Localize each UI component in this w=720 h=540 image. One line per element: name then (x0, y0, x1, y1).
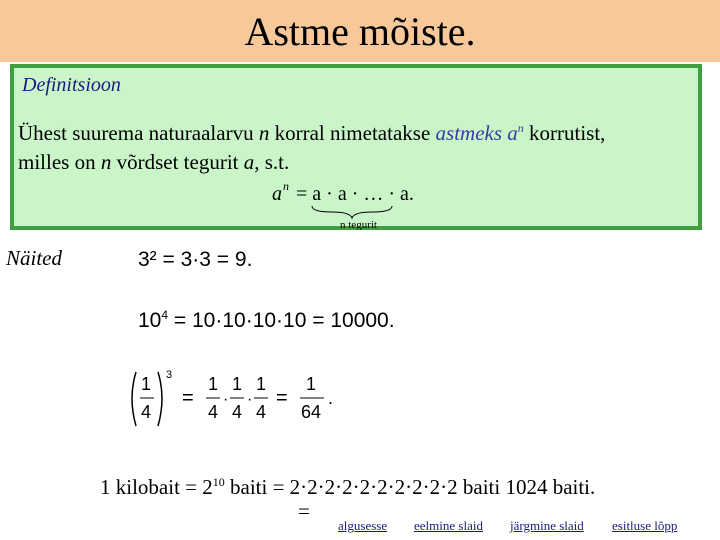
svg-text:4: 4 (232, 402, 243, 422)
def-line2-1: milles on (18, 150, 101, 174)
formula-sup: n (283, 180, 289, 193)
svg-text:4: 4 (208, 402, 219, 422)
kb-part1: 1 kilobait = 2 (100, 475, 213, 499)
ex2-base: 10 (138, 309, 162, 332)
svg-text:.: . (328, 388, 334, 408)
kilobyte-example (100, 470, 710, 523)
def-term-sup: n (517, 121, 524, 135)
examples-label: Näited (6, 246, 62, 270)
def-line2-3: , s.t. (254, 150, 290, 174)
svg-text:1: 1 (232, 374, 243, 394)
svg-text:=: = (182, 387, 194, 409)
nav-prev-link[interactable]: eelmine slaid (414, 518, 483, 533)
definition-label: Definitsioon (22, 74, 121, 96)
ex2-rest: = 10·10·10·10 = 10000. (173, 309, 395, 332)
definition-box (10, 64, 702, 230)
def-text-2: korral nimetatakse (269, 121, 436, 145)
def-term (436, 121, 524, 145)
def-line2-a: a (243, 150, 255, 174)
svg-text:1: 1 (306, 374, 317, 394)
formula-under: n tegurit (340, 219, 377, 230)
def-term-text: astmeks a (435, 121, 518, 145)
def-line2-2: võrdset tegurit (111, 150, 244, 174)
underbrace-icon (312, 206, 392, 218)
def-text-3: korrutist, (523, 121, 606, 145)
svg-text:4: 4 (141, 402, 152, 422)
svg-text:·: · (223, 391, 229, 408)
nav-next-link[interactable]: järgmine slaid (510, 518, 584, 533)
kb-part2: baiti = 2·2·2·2·2·2·2·2·2·2 baiti 1024 baiti. (224, 475, 596, 499)
kb-line2: = (298, 499, 310, 523)
kb-exp: 10 (212, 475, 225, 489)
example-1: 3² = 3·3 = 9. (138, 248, 253, 271)
example-2 (138, 308, 395, 333)
svg-text:1: 1 (208, 374, 219, 394)
svg-text:=: = (276, 387, 288, 409)
nav-end-link[interactable]: esitluse lõpp (612, 518, 678, 533)
power-definition-formula (272, 180, 432, 230)
svg-text:·: · (247, 391, 253, 408)
svg-text:1: 1 (256, 374, 267, 394)
slide-title: Astme mõiste. (244, 9, 476, 54)
definition-text (18, 114, 698, 177)
def-text-1: Ühest suurema naturaalarvu (18, 121, 259, 145)
def-n: n (258, 121, 270, 145)
svg-text:64: 64 (301, 402, 322, 422)
def-line2-n: n (100, 150, 112, 174)
formula-lhs: a (272, 183, 282, 205)
example-3 (128, 368, 348, 432)
svg-text:4: 4 (256, 402, 267, 422)
svg-text:1: 1 (141, 374, 152, 394)
formula-rhs: = a · a · … · a. (296, 183, 414, 205)
nav-start-link[interactable]: algusesse (338, 518, 388, 533)
svg-text:3: 3 (166, 369, 173, 381)
ex2-exp: 4 (161, 308, 169, 322)
